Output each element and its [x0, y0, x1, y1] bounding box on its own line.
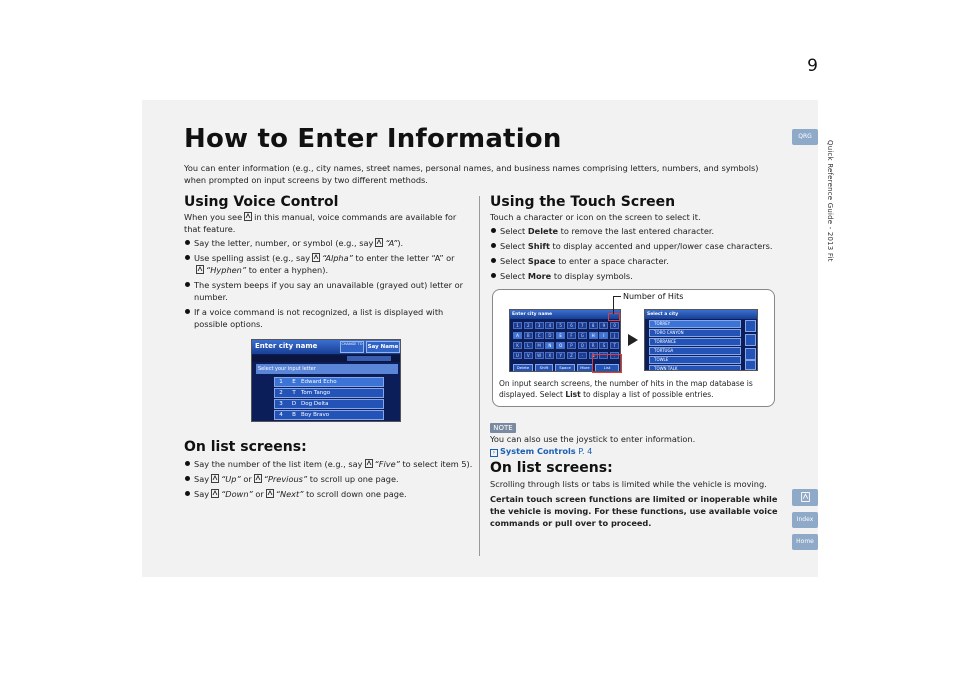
keyboard-key: J [610, 332, 619, 339]
row-word: Edward Echo [301, 379, 337, 385]
keyboard-key: F [567, 332, 576, 339]
keyboard-key: V [524, 352, 533, 359]
bullet-dot [491, 258, 496, 263]
list-screens-heading: On list screens: [184, 439, 307, 455]
voice-command-icon [244, 212, 252, 221]
keyboard-key: I [599, 332, 608, 339]
bullet-dot [491, 243, 496, 248]
text: On input search screens, the number of hits in the map database is displayed. Select [499, 379, 753, 399]
row-word: Boy Bravo [301, 412, 330, 418]
keyboard-key: B [524, 332, 533, 339]
keyboard-key: N [545, 342, 554, 349]
keyboard-key: R [589, 342, 598, 349]
list-bullet-2 [184, 473, 474, 485]
keyboard-key: 0 [610, 322, 619, 329]
keyboard-key: 4 [545, 322, 554, 329]
keyboard-key: X [545, 352, 554, 359]
screen-mini-bar [347, 356, 391, 361]
row-letter: T [292, 390, 296, 396]
change-to-button: CHANGE TO [340, 341, 364, 353]
text: or [255, 489, 264, 499]
row-number: 2 [279, 390, 283, 396]
keyboard-key: W [535, 352, 544, 359]
text: Say [194, 474, 210, 484]
touch-bullet-1 [490, 225, 780, 237]
voice-bullet-3 [184, 279, 474, 303]
keyboard-key: . [610, 352, 619, 359]
voice-command-icon [801, 492, 810, 502]
text: to remove the last entered character. [560, 226, 715, 236]
page-number: 9 [807, 56, 818, 76]
touch-bullet-3 [490, 255, 780, 267]
voice-command-icon [375, 238, 383, 247]
xref-page: P. 4 [578, 446, 593, 456]
keyboard-key: Q [578, 342, 587, 349]
bullet-dot [491, 273, 496, 278]
voice-quote: “Down” [221, 489, 253, 499]
keyboard-key: - [578, 352, 587, 359]
bullet-dot [185, 282, 190, 287]
keyboard-key: G [578, 332, 587, 339]
voice-command-icon [211, 474, 219, 483]
index-tab[interactable]: Index [792, 512, 818, 528]
delete-key: Delete [513, 364, 533, 372]
keyboard-key: 7 [578, 322, 587, 329]
screen-title: Enter city name [255, 342, 318, 350]
keyboard-key: 8 [589, 322, 598, 329]
shift-key: Shift [535, 364, 553, 372]
keyboard-key: 6 [567, 322, 576, 329]
row-number: 1 [279, 379, 283, 385]
play-arrow-icon [628, 334, 638, 346]
voice-input-screenshot [251, 339, 401, 422]
keyboard-key: 9 [599, 322, 608, 329]
keyboard-key: 3 [535, 322, 544, 329]
list-bullet-list [184, 458, 474, 500]
screen-row-1 [274, 377, 384, 387]
note-badge: NOTE [490, 423, 516, 433]
text: to enter the letter “A” or [355, 253, 455, 263]
key-name: Delete [527, 226, 559, 236]
text: ). [397, 238, 404, 248]
more-key: More [577, 364, 593, 372]
screen-row-2 [274, 388, 384, 398]
touch-screen-heading: Using the Touch Screen [490, 194, 676, 210]
voice-control-heading: Using Voice Control [184, 194, 339, 210]
key-name: More [527, 271, 552, 281]
text: Select [500, 271, 526, 281]
voice-command-icon [211, 489, 219, 498]
touch-screen-intro: Touch a character or icon on the screen to select it. [490, 212, 701, 222]
bullet-dot [491, 228, 496, 233]
keyboard-key: L [524, 342, 533, 349]
screen-subtitle: Select your input letter [256, 364, 398, 374]
keyboard-key: D [545, 332, 554, 339]
keyboard-key: P [567, 342, 576, 349]
scroll-page-down-icon [745, 348, 756, 360]
row-number: 4 [279, 412, 283, 418]
number-of-hits-highlight [608, 313, 620, 321]
callout-leader-line [613, 296, 621, 314]
text: to select item 5). [402, 459, 473, 469]
space-key: Space [555, 364, 575, 372]
bullet-dot [185, 476, 190, 481]
key-name: Space [527, 256, 556, 266]
voice-bullet-list [184, 237, 474, 330]
voice-bullet-4 [184, 306, 474, 330]
text: to display symbols. [553, 271, 633, 281]
list-screens-right-body [490, 478, 780, 529]
keyboard-key: K [513, 342, 522, 349]
text: to enter a hyphen). [248, 265, 329, 275]
voice-bullet-1 [184, 237, 474, 249]
text: Select [500, 241, 526, 251]
screen-row-3 [274, 399, 384, 409]
screen-row-4 [274, 410, 384, 420]
key-name: List [565, 390, 581, 399]
note-text: You can also use the joystick to enter information. [490, 434, 696, 444]
page-intro: You can enter information (e.g., city names, street names, personal names, and business names comprising letters, numbers, and symbols) when prompted on input screens by two different methods. [184, 163, 759, 185]
keyboard-key: T [610, 342, 619, 349]
figure-caption [499, 378, 769, 400]
say-name-button: Say Name [366, 341, 400, 353]
voice-command-icon [365, 459, 373, 468]
quick-reference-guide-label: Quick Reference Guide - 2013 Fit [826, 140, 834, 262]
keyboard-key: Y [556, 352, 565, 359]
city-row: TORREY [649, 320, 741, 328]
keyboard-key: O [556, 342, 565, 349]
row-letter: D [291, 401, 297, 407]
voice-quote: “Next” [275, 489, 304, 499]
voice-command-icon [196, 265, 204, 274]
keyboard-key: H [589, 332, 598, 339]
home-tab[interactable]: Home [792, 534, 818, 550]
text: Say [194, 489, 210, 499]
touch-bullet-4 [490, 270, 780, 282]
keyboard-key: 2 [524, 322, 533, 329]
voice-quote: “A” [385, 238, 398, 248]
text: Say the number of the list item (e.g., say [194, 459, 363, 469]
xref-label: System Controls [500, 446, 576, 456]
text: Say the letter, number, or symbol (e.g., say [194, 238, 374, 248]
keyboard-key: A [513, 332, 522, 339]
list-screens-heading-right: On list screens: [490, 460, 613, 476]
scroll-page-up-icon [745, 334, 756, 346]
text: If a voice command is not recognized, a list is displayed with possible options. [194, 307, 444, 329]
bullet-dot [185, 240, 190, 245]
voice-quote: “Previous” [263, 474, 308, 484]
bullet-dot [185, 491, 190, 496]
scroll-down-icon [745, 360, 756, 370]
keyboard-key: E [556, 332, 565, 339]
keyboard-key: C [535, 332, 544, 339]
bullet-dot [185, 255, 190, 260]
city-list-title: Select a city [645, 310, 758, 319]
bullet-dot [185, 461, 190, 466]
voice-bullet-2 [184, 252, 474, 276]
text: Select [500, 256, 526, 266]
city-row: TOWN TALK [649, 365, 741, 371]
text: to display a list of possible entries. [583, 390, 714, 399]
text: Use spelling assist (e.g., say [194, 253, 311, 263]
list-screens-right-p1: Scrolling through lists or tabs is limited while the vehicle is moving. [490, 479, 767, 489]
text: The system beeps if you say an unavailable (grayed out) letter or number. [194, 280, 464, 302]
text: to scroll up one page. [309, 474, 399, 484]
list-key: List [595, 364, 619, 372]
key-name: Shift [527, 241, 550, 251]
city-row: TOWLE [649, 356, 741, 364]
keyboard-key: U [513, 352, 522, 359]
keyboard-key: 5 [556, 322, 565, 329]
keyboard-title: Enter city name [510, 310, 621, 319]
row-letter: B [292, 412, 296, 418]
voice-command-icon [266, 489, 274, 498]
touch-bullet-2 [490, 240, 780, 252]
city-row: TORO CANYON [649, 329, 741, 337]
qrg-tab[interactable]: QRG [792, 129, 818, 145]
keyboard-key: M [535, 342, 544, 349]
row-word: Dog Delta [301, 401, 329, 407]
keyboard-key: & [589, 352, 598, 359]
system-controls-link[interactable] [490, 445, 592, 457]
voice-quote: “Up” [221, 474, 241, 484]
list-bullet-1 [184, 458, 474, 470]
column-divider [479, 196, 480, 556]
voice-intro-post: in this manual, voice commands are available for that feature. [184, 212, 457, 234]
touch-bullet-list [490, 225, 780, 282]
text: Select [500, 226, 526, 236]
voice-command-icon [254, 474, 262, 483]
keyboard-key: S [599, 342, 608, 349]
keyboard-key: 1 [513, 322, 522, 329]
city-row: TORTUGA [649, 347, 741, 355]
list-screens-right-p2: Certain touch screen functions are limited or inoperable while the vehicle is moving. For these functions, use available voice commands or pull over to proceed. [490, 494, 778, 528]
voice-intro-pre: When you see [184, 212, 243, 222]
text: to display accented and upper/lower case characters. [552, 241, 773, 251]
row-word: Tom Tango [301, 390, 331, 396]
text: to enter a space character. [558, 256, 669, 266]
voice-control-intro [184, 211, 474, 235]
voice-quote: “Alpha” [322, 253, 353, 263]
row-number: 3 [279, 401, 283, 407]
list-key-highlight [592, 354, 622, 373]
voice-command-icon [312, 253, 320, 262]
row-letter: E [292, 379, 296, 385]
bullet-dot [185, 309, 190, 314]
city-list-screenshot [644, 309, 758, 371]
keyboard-key: ' [599, 352, 608, 359]
touch-screen-section [490, 194, 780, 285]
scroll-up-icon [745, 320, 756, 332]
number-of-hits-label: Number of Hits [623, 292, 684, 301]
voice-quote: “Hyphen” [206, 265, 247, 275]
list-bullet-3 [184, 488, 474, 500]
keyboard-key: Z [567, 352, 576, 359]
text: or [243, 474, 252, 484]
city-row: TORRANCE [649, 338, 741, 346]
page-title: How to Enter Information [184, 124, 562, 154]
voice-quote: “Five” [374, 459, 400, 469]
text: to scroll down one page. [306, 489, 407, 499]
cross-reference-icon: › [490, 449, 498, 457]
